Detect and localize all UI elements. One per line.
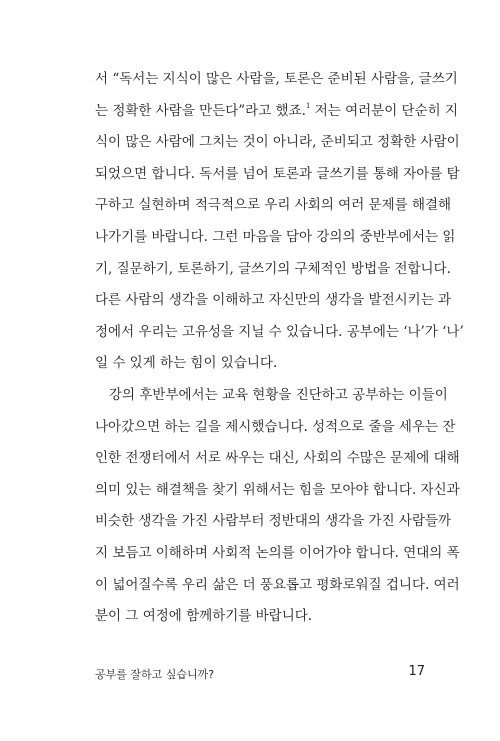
text-line: 나아갔으면 하는 길을 제시했습니다. 성적으로 줄을 세우는 잔 [95,418,456,435]
text-line: 서 “독서는 지식이 많은 사람을, 토론은 준비된 사람을, 글쓰기 [95,71,458,87]
footnote-marker[interactable]: 1 [305,101,311,110]
text-line: 비슷한 생각을 가진 사람부터 정반대의 생각을 가진 사람들까 [95,513,452,530]
text-line: 기, 질문하기, 토론하기, 글쓰기의 구체적인 방법을 전합니다. [95,260,451,277]
text-line: 인한 전쟁터에서 서로 싸우는 대신, 사회의 수많은 문제에 대해 [95,450,460,467]
text-line: 는 정확한 사람을 만든다”라고 했죠.$^1$ 저는 여러분이 단순히 지 [95,101,458,119]
book-title: 공부를 잘하고 싶습니까? [95,668,215,681]
text-line: 강의 후반부에서는 교육 현황을 진단하고 공부하는 이들이 [109,386,448,403]
text-line: 의미 있는 해결책을 찾기 위해서는 힘을 모아야 합니다. 자신과 [95,481,460,498]
text-line: 다른 사람의 생각을 이해하고 자신만의 생각을 발전시키는 과 [95,292,452,309]
text-line: 정에서 우리는 고유성을 지닐 수 있습니다. 공부에는 ‘나’가 ‘나’ [95,323,464,340]
text-line: 식이 많은 사람에 그치는 것이 아니라, 준비되고 정확한 사람이 [95,134,460,151]
text-line: 분이 그 여정에 함께하기를 바랍니다. [95,608,313,625]
text-line: 일 수 있게 하는 힘이 있습니다. [95,355,278,372]
text-line: 되었으면 합니다. 독서를 넘어 토론과 글쓰기를 통해 자아를 탐 [95,165,460,182]
text-line: 지 보듬고 이해하며 사회적 논의를 이어가야 합니다. 연대의 폭 [95,544,460,561]
text-line: 나가기를 바랍니다. 그런 마음을 담아 강의의 중반부에서는 읽 [95,228,456,245]
paragraph-1 [95,64,464,380]
text-line: 이 넓어질수록 우리 삶은 더 풍요롭고 평화로워질 겁니다. 여러 [95,576,460,593]
page-footer [95,664,425,684]
body-text [95,64,464,633]
text-line: 구하고 실현하며 적극적으로 우리 사회의 여러 문제를 해결해 [95,197,452,214]
paragraph-2 [95,380,460,633]
page-number: 17 [408,664,425,679]
